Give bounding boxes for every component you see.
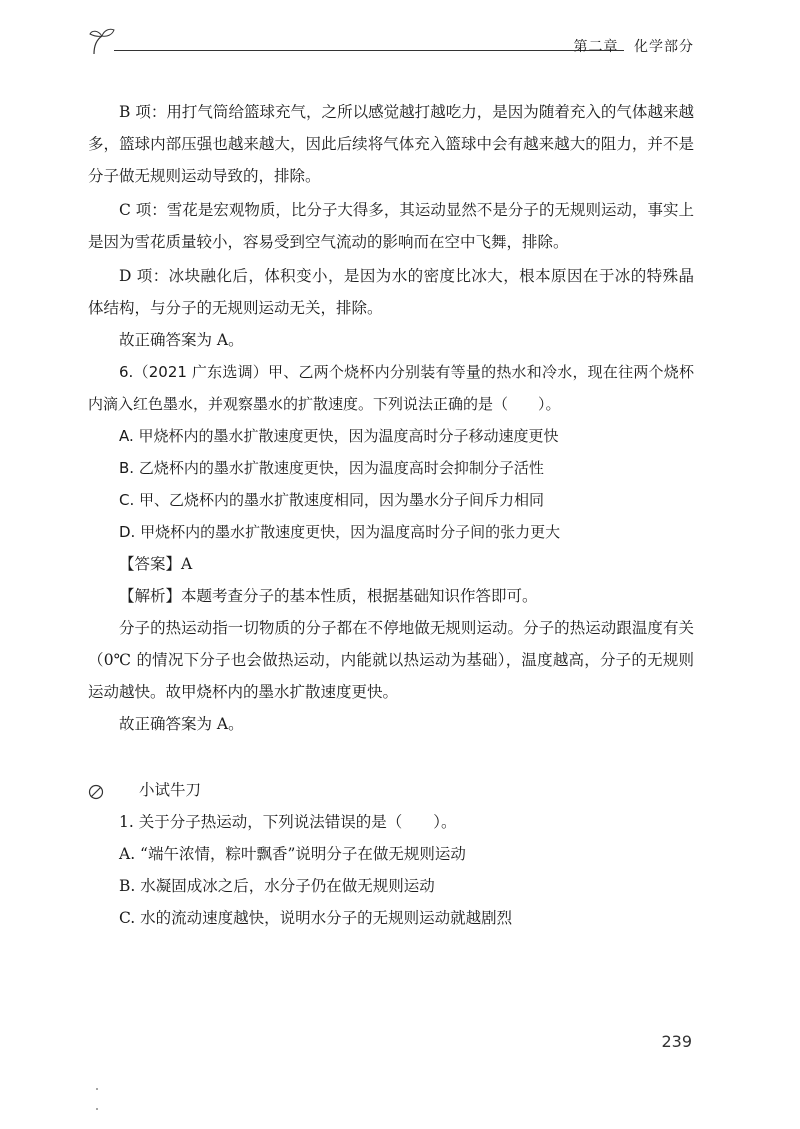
question-6-answer: 【答案】A	[119, 555, 193, 573]
question-6-option-d: D. 甲烧杯内的墨水扩散速度更快，因为温度高时分子间的张力更大	[119, 523, 561, 541]
practice-option-c: C. 水的流动速度越快，说明水分子的无规则运动就越剧烈	[119, 909, 513, 927]
question-6-conclusion: 故正确答案为 A。	[119, 715, 244, 733]
paragraph-c-item: C 项：雪花是宏观物质，比分子大得多，其运动显然不是分子的无规则运动，事实上是因为雪花质量较小，容易受到空气流动的影响而在空中飞舞，排除。	[88, 201, 694, 251]
question-6-option-c: C. 甲、乙烧杯内的墨水扩散速度相同，因为墨水分子间斥力相同	[119, 491, 545, 509]
question-6-analysis: 【解析】本题考查分子的基本性质，根据基础知识作答即可。	[119, 587, 538, 605]
answer-line: 故正确答案为 A。	[119, 331, 244, 349]
practice-question-1: 1. 关于分子热运动，下列说法错误的是（ ）。	[119, 813, 457, 831]
question-6-option-b: B. 乙烧杯内的墨水扩散速度更快，因为温度高时会抑制分子活性	[119, 459, 544, 477]
section-name: 化学部分	[634, 39, 694, 55]
page-number: 239	[661, 1032, 692, 1051]
practice-option-a: A. “端午浓情，粽叶飘香”说明分子在做无规则运动	[119, 845, 466, 863]
chapter-number: 第二章	[573, 39, 619, 55]
chapter-label	[564, 36, 694, 56]
paragraph-b-item: B 项：用打气筒给篮球充气，之所以感觉越打越吃力，是因为随着充入的气体越来越多，篮球内部压强也越来越大，因此后续将气体充入篮球中会有越来越大的阻力，并不是分子做无规则运动导致的，排除。	[88, 103, 694, 185]
scan-dot	[96, 1108, 98, 1110]
page-header	[88, 28, 694, 60]
practice-option-b: B. 水凝固成冰之后，水分子仍在做无规则运动	[119, 877, 435, 895]
page-content	[88, 96, 694, 934]
sprout-icon	[88, 28, 118, 56]
header-rule	[114, 50, 624, 51]
paragraph-d-item: D 项：冰块融化后，体积变小，是因为水的密度比冰大，根本原因在于冰的特殊晶体结构，与分子的无规则运动无关，排除。	[88, 267, 694, 317]
practice-section-title	[88, 774, 694, 806]
pencil-icon	[88, 784, 104, 800]
question-6-explanation: 分子的热运动指一切物质的分子都在不停地做无规则运动。分子的热运动跟温度有关（0℃ 的情况下分子也会做热运动，内能就以热运动为基础），温度越高，分子的无规则运动越快。故甲烧杯内的墨水扩散速度更快。	[88, 619, 694, 701]
question-6-stem: 6.（2021 广东选调）甲、乙两个烧杯内分别装有等量的热水和冷水，现在往两个烧杯内滴入红色墨水，并观察墨水的扩散速度。下列说法正确的是（ ）。	[88, 363, 694, 413]
question-6-option-a: A. 甲烧杯内的墨水扩散速度更快，因为温度高时分子移动速度更快	[119, 427, 559, 445]
practice-title-text: 小试牛刀	[139, 781, 202, 799]
scan-dot	[96, 1088, 98, 1090]
